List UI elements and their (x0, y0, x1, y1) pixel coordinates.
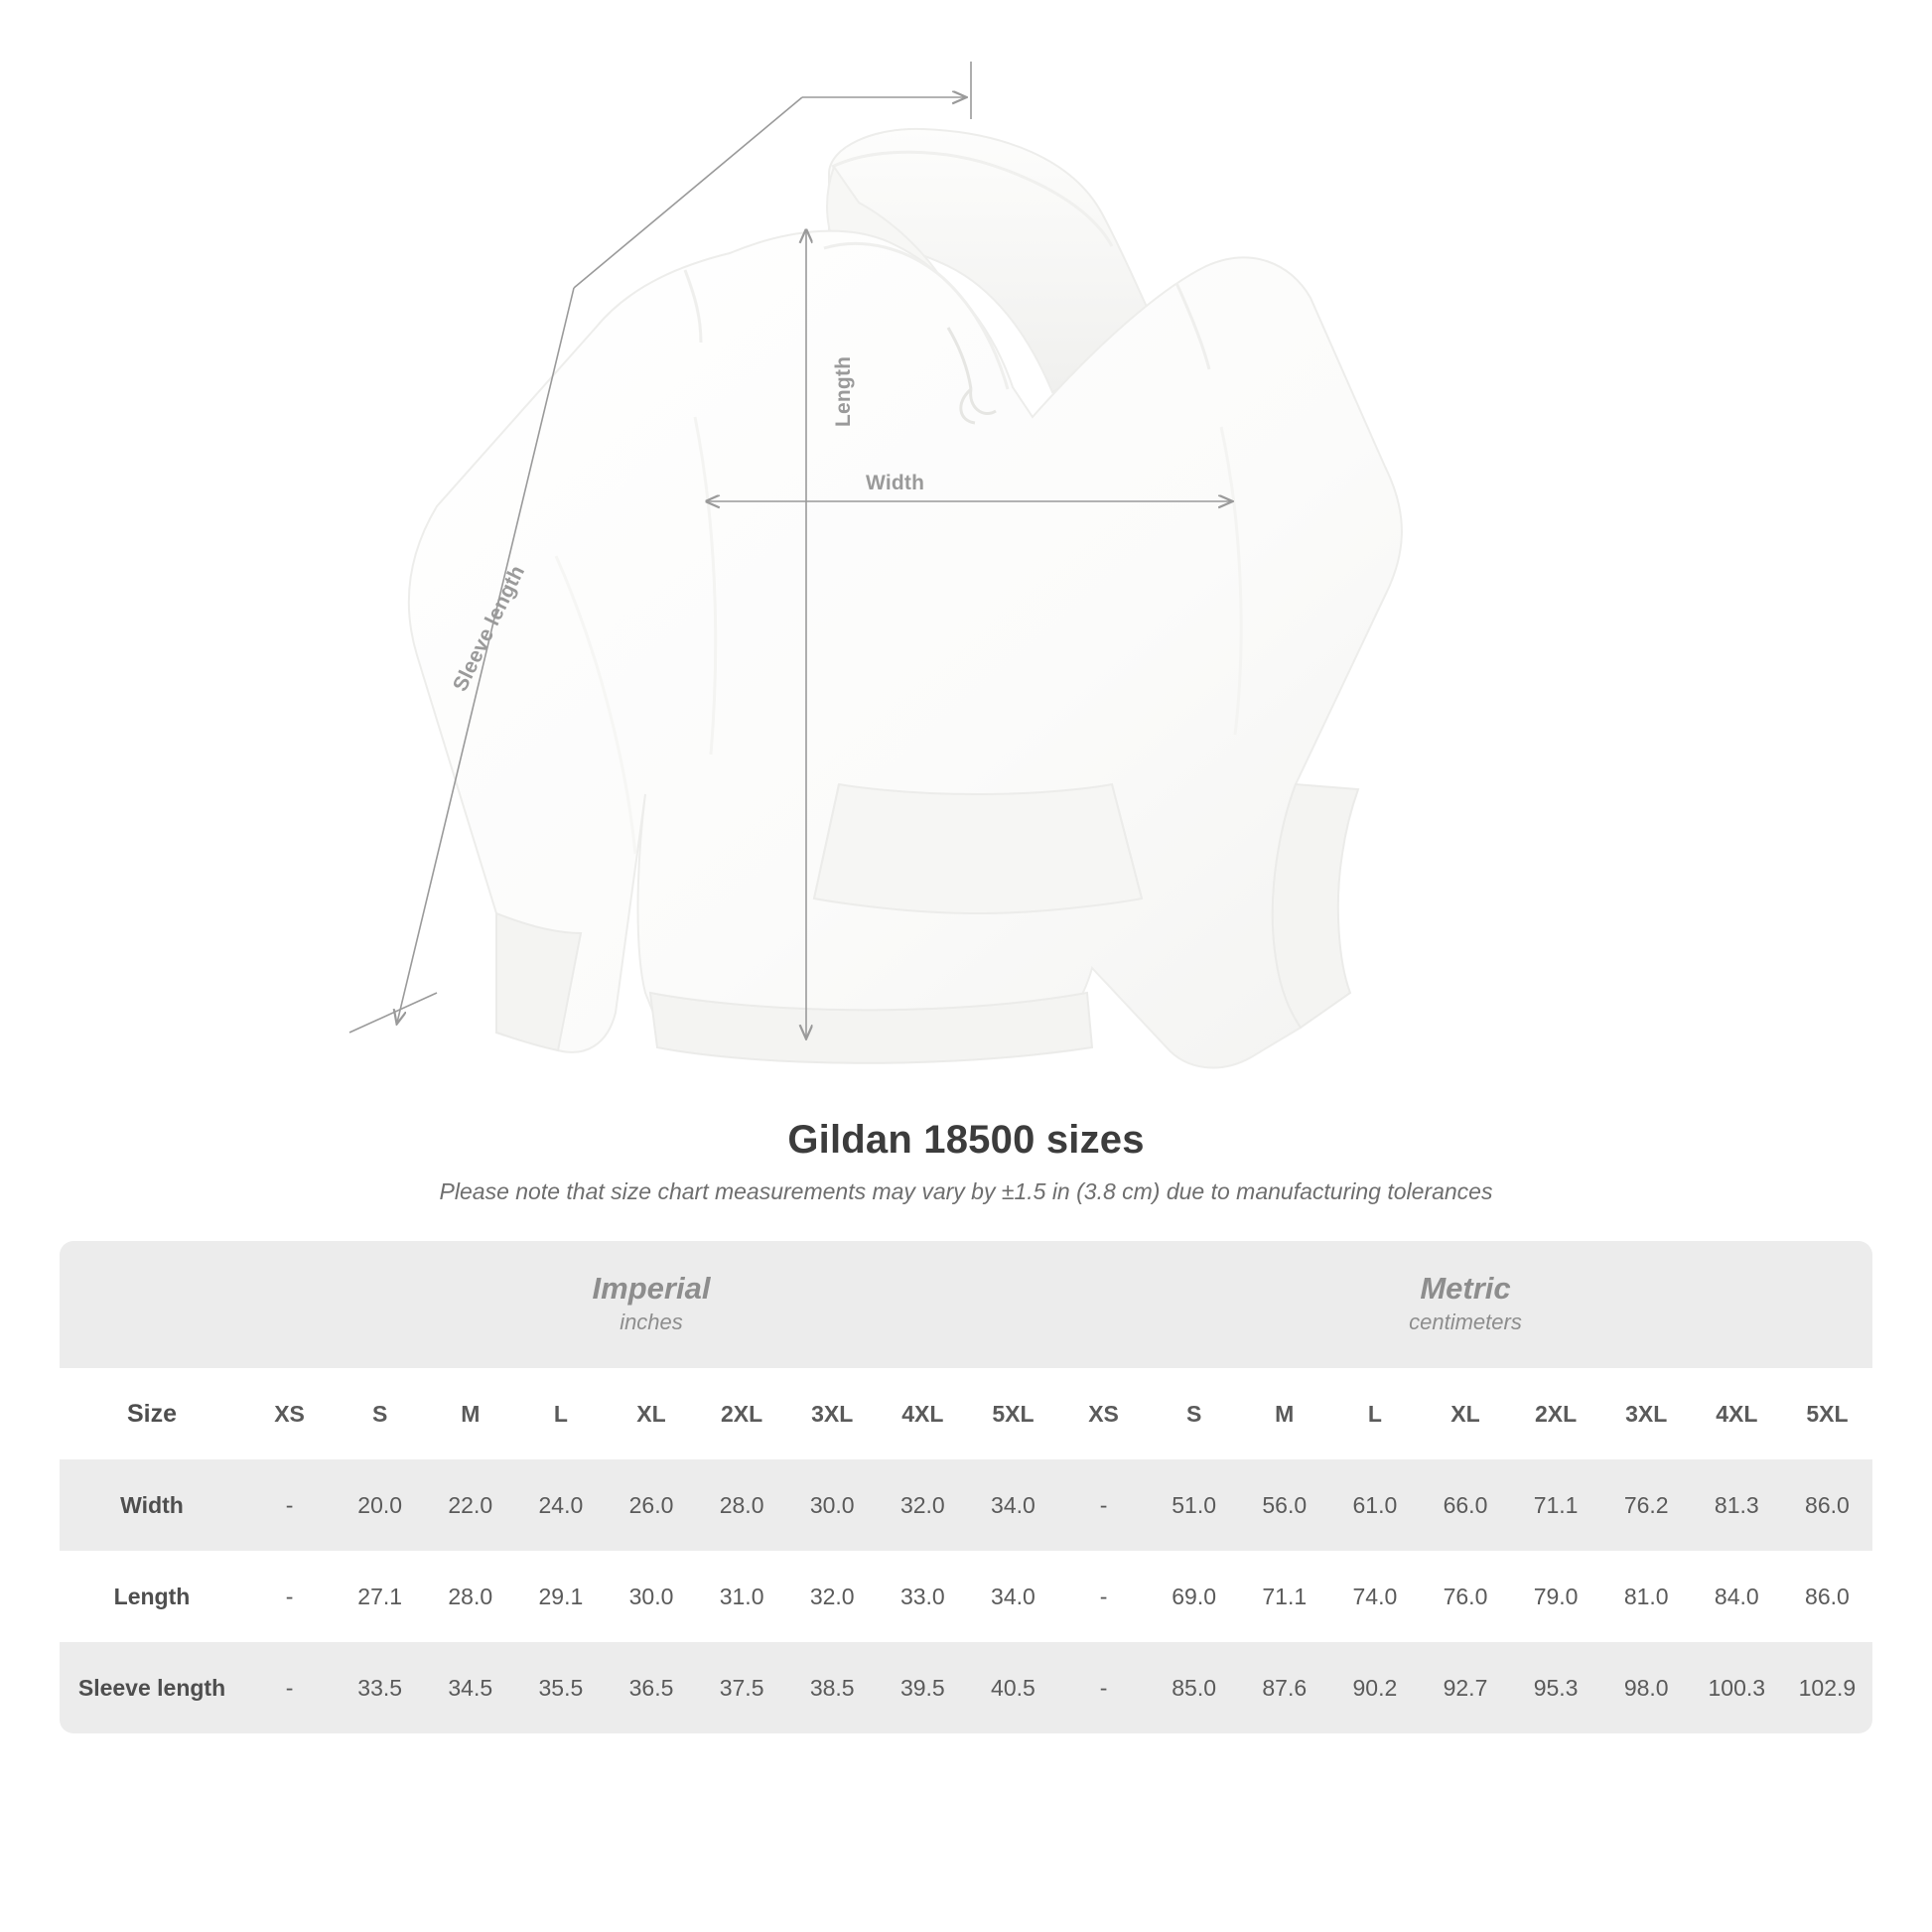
size-metric-5xl: 5XL (1782, 1368, 1872, 1459)
length-imperial-m: 28.0 (448, 1583, 493, 1609)
sleeve-imperial-xs: - (244, 1642, 335, 1733)
size-imperial-2xl: 2XL (697, 1368, 787, 1459)
size-imperial-4xl: 4XL (878, 1368, 968, 1459)
unit-imperial-name: Imperial (592, 1270, 711, 1306)
length-imperial-xs: - (285, 1583, 294, 1609)
width-imperial-l: 24.0 (515, 1459, 606, 1551)
size-metric-2xl: 2XL (1511, 1368, 1601, 1459)
unit-imperial-sub: inches (620, 1310, 683, 1335)
sleeve-imperial-xl: 36.5 (606, 1642, 696, 1733)
unit-metric (1058, 1241, 1872, 1368)
table-row (60, 1642, 1872, 1733)
sleeve-imperial-4xl: 39.5 (878, 1642, 968, 1733)
length-metric-xs: - (1099, 1583, 1108, 1609)
width-imperial-xs: - (244, 1459, 335, 1551)
length-metric-l: 74.0 (1352, 1583, 1398, 1609)
size-imperial-s: S (335, 1368, 425, 1459)
sleeve-metric-xs: - (1058, 1642, 1149, 1733)
size-imperial-l: L (515, 1368, 606, 1459)
unit-imperial (244, 1241, 1058, 1368)
width-imperial-3xl: 30.0 (787, 1459, 878, 1551)
size-imperial-3xl: 3XL (787, 1368, 878, 1459)
width-imperial-4xl: 32.0 (878, 1459, 968, 1551)
chart-heading-block (0, 1118, 1932, 1205)
size-metric-xl: XL (1420, 1368, 1510, 1459)
size-table (60, 1241, 1872, 1733)
units-row (60, 1241, 1872, 1368)
length-metric-4xl: 84.0 (1714, 1583, 1759, 1609)
sleeve-imperial-m: 34.5 (425, 1642, 515, 1733)
sleeve-metric-3xl: 98.0 (1601, 1642, 1692, 1733)
sleeve-imperial-l: 35.5 (515, 1642, 606, 1733)
size-imperial-5xl: 5XL (968, 1368, 1058, 1459)
length-imperial-4xl: 33.0 (899, 1583, 945, 1609)
sleeve-length-label: Sleeve length (449, 561, 530, 696)
size-metric-4xl: 4XL (1692, 1368, 1782, 1459)
sleeve-metric-m: 87.6 (1239, 1642, 1329, 1733)
size-metric-xs: XS (1058, 1368, 1149, 1459)
size-header-cell: Size (60, 1368, 244, 1459)
width-imperial-m: 22.0 (425, 1459, 515, 1551)
length-imperial-5xl: 34.0 (991, 1583, 1035, 1609)
width-metric-4xl: 81.3 (1692, 1459, 1782, 1551)
table-row (60, 1459, 1872, 1551)
hoodie-shape (409, 129, 1402, 1068)
width-metric-l: 61.0 (1329, 1459, 1420, 1551)
sleeve-metric-5xl: 102.9 (1782, 1642, 1872, 1733)
sleeve-metric-2xl: 95.3 (1511, 1642, 1601, 1733)
size-imperial-xs: XS (244, 1368, 335, 1459)
chart-title: Gildan 18500 sizes (787, 1118, 1145, 1162)
size-imperial-m: M (425, 1368, 515, 1459)
size-metric-3xl: 3XL (1601, 1368, 1692, 1459)
unit-metric-sub: centimeters (1409, 1310, 1522, 1335)
size-imperial-xl: XL (606, 1368, 696, 1459)
width-imperial-5xl: 34.0 (968, 1459, 1058, 1551)
length-imperial-3xl: 32.0 (809, 1583, 855, 1609)
length-imperial-2xl: 31.0 (719, 1583, 764, 1609)
width-metric-s: 51.0 (1149, 1459, 1239, 1551)
width-metric-2xl: 71.1 (1511, 1459, 1601, 1551)
width-label: Width (866, 472, 925, 494)
length-imperial-xl: 30.0 (628, 1583, 674, 1609)
length-metric-xl: 76.0 (1443, 1583, 1488, 1609)
sleeve-metric-xl: 92.7 (1420, 1642, 1510, 1733)
sleeve-imperial-5xl: 40.5 (968, 1642, 1058, 1733)
size-metric-l: L (1329, 1368, 1420, 1459)
width-metric-5xl: 86.0 (1782, 1459, 1872, 1551)
sleeve-metric-s: 85.0 (1149, 1642, 1239, 1733)
sleeve-imperial-2xl: 37.5 (697, 1642, 787, 1733)
length-label: Length (832, 355, 855, 427)
width-imperial-xl: 26.0 (606, 1459, 696, 1551)
sleeve-metric-4xl: 100.3 (1692, 1642, 1782, 1733)
width-metric-m: 56.0 (1239, 1459, 1329, 1551)
width-metric-3xl: 76.2 (1601, 1459, 1692, 1551)
table-row (60, 1551, 1872, 1642)
width-imperial-s: 20.0 (335, 1459, 425, 1551)
sleeve-metric-l: 90.2 (1329, 1642, 1420, 1733)
length-imperial-l: 29.1 (538, 1583, 584, 1609)
size-metric-s: S (1149, 1368, 1239, 1459)
row-label-width: Width (60, 1459, 244, 1551)
sizes-header-row (60, 1368, 1872, 1459)
chart-note: Please note that size chart measurements may vary by ±1.5 in (3.8 cm) due to manufacturing tolerances (439, 1178, 1493, 1204)
length-metric-3xl: 81.0 (1623, 1583, 1669, 1609)
length-metric-5xl: 86.0 (1805, 1583, 1850, 1609)
sleeve-imperial-s: 33.5 (335, 1642, 425, 1733)
length-metric-2xl: 79.0 (1533, 1583, 1579, 1609)
row-label-length: Length (113, 1583, 191, 1609)
length-metric-m: 71.1 (1262, 1583, 1308, 1609)
width-metric-xl: 66.0 (1420, 1459, 1510, 1551)
length-imperial-s: 27.1 (357, 1583, 403, 1609)
size-metric-m: M (1239, 1368, 1329, 1459)
units-spacer (60, 1241, 244, 1368)
size-table-wrapper (60, 1241, 1872, 1733)
width-imperial-2xl: 28.0 (697, 1459, 787, 1551)
length-metric-s: 69.0 (1172, 1583, 1217, 1609)
row-label-sleeve-length: Sleeve length (60, 1642, 244, 1733)
unit-metric-name: Metric (1420, 1270, 1511, 1306)
sleeve-imperial-3xl: 38.5 (787, 1642, 878, 1733)
width-metric-xs: - (1058, 1459, 1149, 1551)
sleeve-bottom-tick (349, 993, 437, 1033)
